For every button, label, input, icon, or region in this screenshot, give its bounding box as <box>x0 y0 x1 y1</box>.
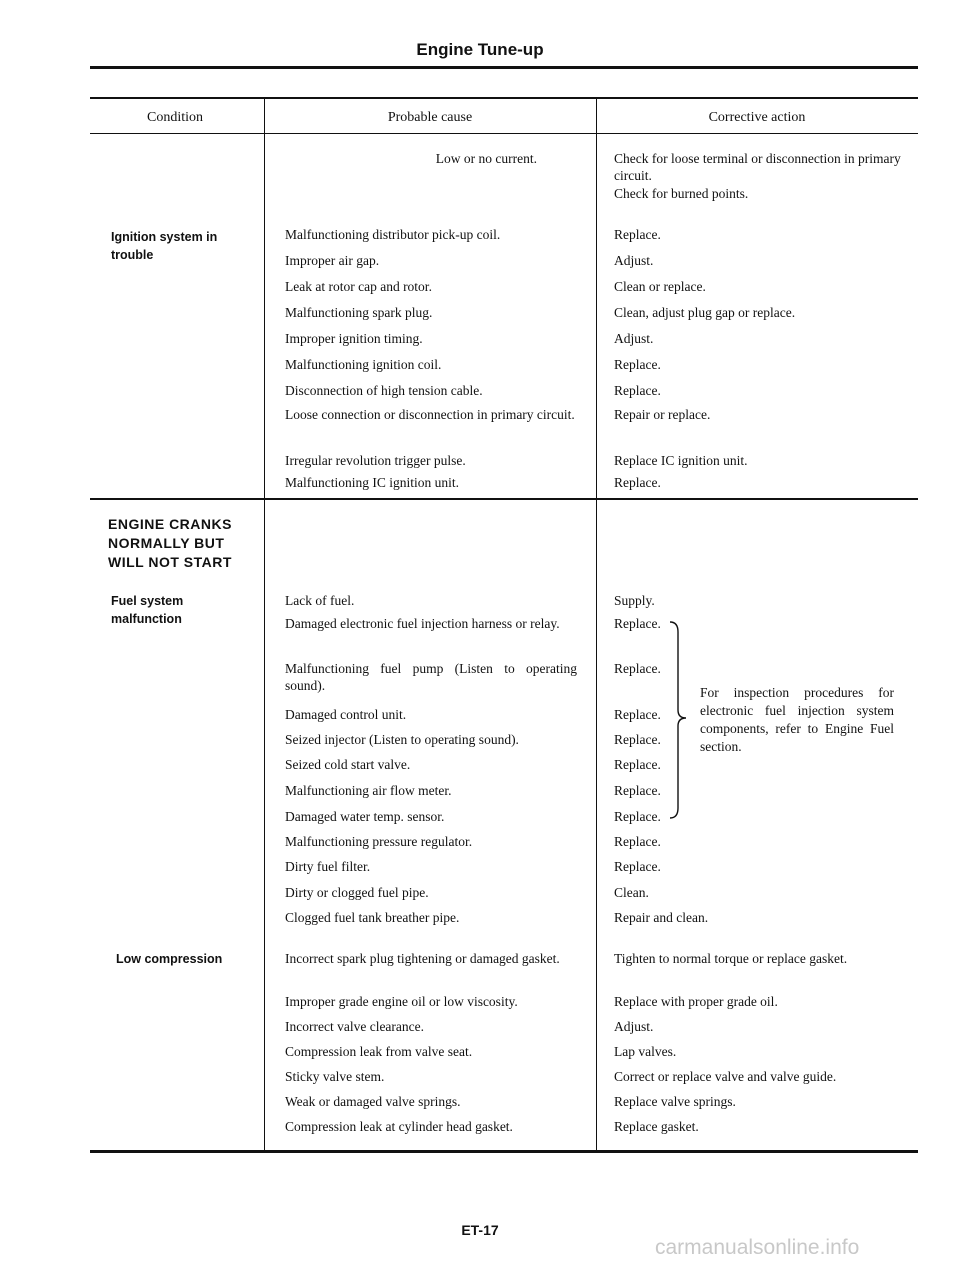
cause-item: Incorrect spark plug tightening or damaged gasket. <box>285 951 560 966</box>
condition-ignition: Ignition system in trouble <box>111 230 218 262</box>
section-rule <box>90 498 918 500</box>
action-item: Replace. <box>614 616 661 631</box>
action-item: Replace with proper grade oil. <box>614 994 778 1009</box>
action-item: Repair or replace. <box>614 407 711 422</box>
action-item: Replace. <box>614 859 661 874</box>
action-item: Replace. <box>614 732 661 747</box>
action-item: Replace. <box>614 757 661 772</box>
action-item: Replace. <box>614 834 661 849</box>
condition-fuel: Fuel system malfunction <box>111 594 184 626</box>
action-item: Replace. <box>614 809 661 824</box>
cause-item: Leak at rotor cap and rotor. <box>285 279 432 294</box>
cause-item: Malfunctioning pressure regulator. <box>285 834 473 849</box>
cause-item: Compression leak from valve seat. <box>285 1044 473 1059</box>
condition-compression: Low compression <box>116 952 223 966</box>
header-rule <box>90 133 918 134</box>
action-item: Tighten to normal torque or replace gasket. <box>614 951 848 966</box>
title-rule <box>90 66 918 69</box>
column-divider-2 <box>596 97 597 1150</box>
action-item: Replace. <box>614 661 661 676</box>
action-item: Replace. <box>614 475 661 490</box>
action-item: Replace gasket. <box>614 1119 699 1134</box>
cause-item: Improper ignition timing. <box>285 331 423 346</box>
cause-item: Malfunctioning air flow meter. <box>285 783 452 798</box>
cause-item: Compression leak at cylinder head gasket. <box>285 1119 513 1134</box>
cause-item: Dirty fuel filter. <box>285 859 371 874</box>
action-item: Supply. <box>614 593 655 608</box>
cause-item: Seized cold start valve. <box>285 757 411 772</box>
cause-item: Malfunctioning IC ignition unit. <box>285 475 459 490</box>
action-low-current: Check for loose terminal or disconnection in primary circuit. <box>614 151 901 183</box>
cause-item: Damaged water temp. sensor. <box>285 809 445 824</box>
cause-item: Irregular revolution trigger pulse. <box>285 453 466 468</box>
header-condition: Condition <box>146 110 203 125</box>
cause-item: Malfunctioning fuel pump (Listen to operating sound). <box>285 661 577 693</box>
action-item: Replace. <box>614 707 661 722</box>
action-item: Adjust. <box>614 331 654 346</box>
cause-item: Clogged fuel tank breather pipe. <box>285 910 460 925</box>
action-item: Clean. <box>614 885 649 900</box>
cause-item: Improper air gap. <box>285 253 380 268</box>
action-item: Replace. <box>614 383 661 398</box>
cause-item: Damaged electronic fuel injection harness or relay. <box>285 616 560 631</box>
action-item: Clean or replace. <box>614 279 706 294</box>
cause-low-current: Low or no current. <box>435 151 537 166</box>
action-item: Replace. <box>614 357 661 372</box>
cause-item: Weak or damaged valve springs. <box>285 1094 461 1109</box>
cause-item: Improper grade engine oil or low viscosity. <box>285 994 518 1009</box>
cause-item: Malfunctioning spark plug. <box>285 305 433 320</box>
action-item: Adjust. <box>614 253 654 268</box>
action-item: Lap valves. <box>614 1044 677 1059</box>
header-probable-cause: Probable cause <box>387 110 473 125</box>
action-item: Correct or replace valve and valve guide. <box>614 1069 837 1084</box>
cause-item: Sticky valve stem. <box>285 1069 385 1084</box>
action-item: Replace IC ignition unit. <box>614 453 748 468</box>
cause-item: Dirty or clogged fuel pipe. <box>285 885 429 900</box>
cause-item: Lack of fuel. <box>285 593 355 608</box>
bracket-note: For inspection procedures for electronic fuel injection system components, refer to Engine Fuel section. <box>700 685 894 754</box>
action-item: Replace valve springs. <box>614 1094 736 1109</box>
action-item: Adjust. <box>614 1019 654 1034</box>
cause-item: Malfunctioning distributor pick-up coil. <box>285 227 501 242</box>
action-item: Clean, adjust plug gap or replace. <box>614 305 796 320</box>
header-corrective-action: Corrective action <box>708 110 806 125</box>
action-item: Replace. <box>614 783 661 798</box>
cause-item: Damaged control unit. <box>285 707 407 722</box>
cause-item: Disconnection of high tension cable. <box>285 383 483 398</box>
action-burned-points: Check for burned points. <box>614 186 749 201</box>
cause-item: Loose connection or disconnection in primary circuit. <box>285 407 575 422</box>
action-item: Repair and clean. <box>614 910 709 925</box>
watermark: carmanualsonline.info <box>655 1236 860 1259</box>
page-title: Engine Tune-up <box>416 40 544 59</box>
column-divider-1 <box>264 97 265 1150</box>
table-top-rule <box>90 97 918 99</box>
page-number: ET-17 <box>461 1222 499 1238</box>
section-heading: ENGINE CRANKS NORMALLY BUT WILL NOT START <box>108 516 232 570</box>
brace-icon <box>668 618 692 824</box>
cause-item: Malfunctioning ignition coil. <box>285 357 442 372</box>
cause-item: Seized injector (Listen to operating sound). <box>285 732 519 747</box>
action-item: Replace. <box>614 227 661 242</box>
table-bottom-rule <box>90 1150 918 1153</box>
cause-item: Incorrect valve clearance. <box>285 1019 425 1034</box>
